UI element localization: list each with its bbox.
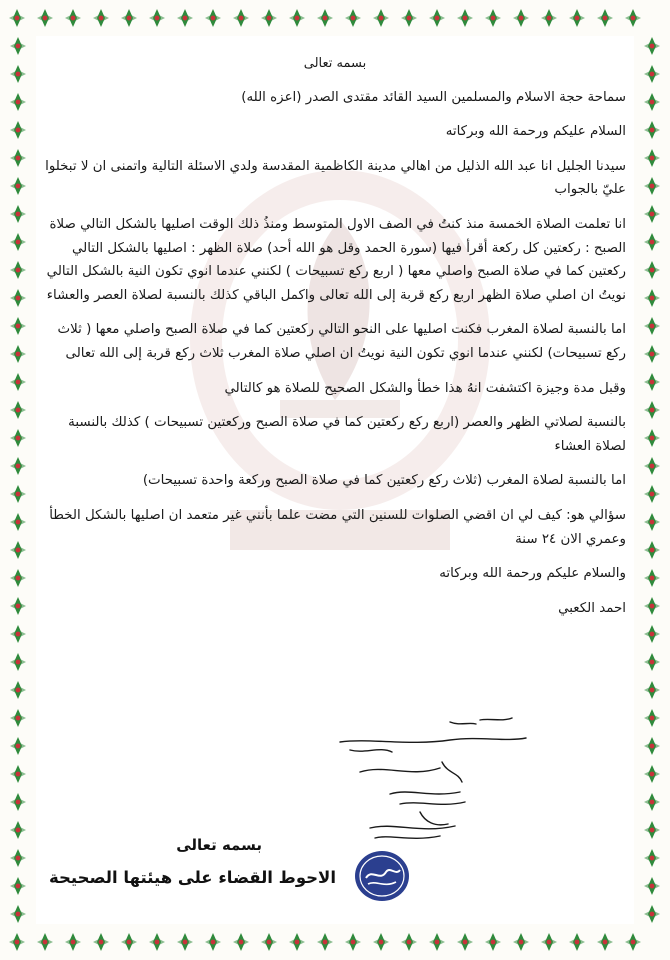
border-ornament-icon — [641, 231, 663, 253]
border-ornament-icon — [7, 119, 29, 141]
border-ornament-icon — [594, 931, 616, 953]
border-ornament-icon — [7, 763, 29, 785]
border-ornament-icon — [314, 931, 336, 953]
letter-closing: والسلام عليكم ورحمة الله وبركاته — [439, 566, 626, 582]
letter-basmala: بسمه تعالى — [303, 56, 367, 71]
border-ornament-icon — [641, 175, 663, 197]
border-ornament-icon — [230, 931, 252, 953]
border-ornament-icon — [426, 7, 448, 29]
border-ornament-icon — [370, 7, 392, 29]
border-ornament-icon — [454, 7, 476, 29]
border-ornament-icon — [482, 7, 504, 29]
border-ornament-icon — [7, 371, 29, 393]
border-ornament-icon — [641, 567, 663, 589]
border-ornament-icon — [641, 511, 663, 533]
border-ornament-icon — [146, 7, 168, 29]
border-ornament-icon — [641, 791, 663, 813]
border-ornament-icon — [426, 931, 448, 953]
border-ornament-icon — [454, 931, 476, 953]
border-ornament-icon — [258, 7, 280, 29]
border-ornament-icon — [641, 623, 663, 645]
border-ornament-icon — [286, 931, 308, 953]
border-ornament-icon — [510, 931, 532, 953]
letter-paragraph-6: سؤالي هو: كيف لي ان اقضي الصلوات للسنين التي مضت علما بأنني غير متعمد ان اصليها بالشكل الخطأ وعمري الان ٢٤ سنة — [49, 507, 626, 547]
border-ornament-icon — [7, 819, 29, 841]
border-ornament-icon — [641, 147, 663, 169]
border-ornament-icon — [622, 7, 644, 29]
border-ornament-icon — [7, 903, 29, 925]
stamp-basmala: بسمه تعالى — [176, 836, 262, 854]
ornament-border-right — [634, 0, 670, 960]
border-ornament-icon — [510, 7, 532, 29]
border-ornament-icon — [594, 7, 616, 29]
border-ornament-icon — [641, 259, 663, 281]
border-ornament-icon — [566, 931, 588, 953]
border-ornament-icon — [7, 203, 29, 225]
letter-addressee: سماحة حجة الاسلام والمسلمين السيد القائد مقتدى الصدر (اعزه الله) — [241, 89, 626, 105]
border-ornament-icon — [641, 35, 663, 57]
border-ornament-icon — [90, 931, 112, 953]
border-ornament-icon — [538, 7, 560, 29]
border-ornament-icon — [641, 287, 663, 309]
border-ornament-icon — [641, 539, 663, 561]
sender-name: احمد الكعبي — [558, 600, 626, 616]
border-ornament-icon — [7, 483, 29, 505]
letter-paragraph-4: بالنسبة لصلاتي الظهر والعصر (اربع ركع ركعتين كما في صلاة الصبح وركعتين تسبيحات ) كذلك بالنسبة لصلاة العشاء — [68, 415, 626, 454]
border-ornament-icon — [286, 7, 308, 29]
border-ornament-icon — [7, 287, 29, 309]
border-ornament-icon — [7, 91, 29, 113]
border-ornament-icon — [641, 595, 663, 617]
border-ornament-icon — [641, 427, 663, 449]
border-ornament-icon — [641, 343, 663, 365]
border-ornament-icon — [6, 7, 28, 29]
border-ornament-icon — [202, 7, 224, 29]
ornament-border-left — [0, 0, 36, 960]
border-ornament-icon — [7, 427, 29, 449]
border-ornament-icon — [641, 399, 663, 421]
border-ornament-icon — [118, 931, 140, 953]
border-ornament-icon — [641, 903, 663, 925]
border-ornament-icon — [7, 847, 29, 869]
border-ornament-icon — [7, 399, 29, 421]
border-ornament-icon — [641, 735, 663, 757]
border-ornament-icon — [202, 931, 224, 953]
border-ornament-icon — [641, 315, 663, 337]
letter-body — [44, 52, 626, 631]
letter-paragraph-2: اما بالنسبة لصلاة المغرب فكنت اصليها على النحو التالي ركعتين كما في صلاة الصبح واصلي معها ( ثلاث ركع تسبيحات) لكنني عندما انوي تكون النية نويتُ ان اصلي صلاة المغرب ثلاث ركع قربة إلى الله تعالى — [57, 322, 626, 361]
border-ornament-icon — [342, 7, 364, 29]
stamp-ruling: الاحوط القضاء على هيئتها الصحيحة — [49, 868, 336, 887]
official-seal — [354, 848, 410, 904]
border-ornament-icon — [7, 343, 29, 365]
border-ornament-icon — [6, 931, 28, 953]
border-ornament-icon — [7, 455, 29, 477]
border-ornament-icon — [641, 483, 663, 505]
border-ornament-icon — [641, 819, 663, 841]
letter-paragraph-3: وقبل مدة وجيزة اكتشفت انهُ هذا خطأ والشكل الصحيح للصلاة هو كالتالي — [224, 380, 626, 396]
border-ornament-icon — [62, 931, 84, 953]
border-ornament-icon — [641, 875, 663, 897]
border-ornament-icon — [398, 7, 420, 29]
border-ornament-icon — [90, 7, 112, 29]
border-ornament-icon — [641, 119, 663, 141]
border-ornament-icon — [7, 539, 29, 561]
border-ornament-icon — [314, 7, 336, 29]
border-ornament-icon — [342, 931, 364, 953]
border-ornament-icon — [641, 847, 663, 869]
border-ornament-icon — [174, 931, 196, 953]
border-ornament-icon — [7, 175, 29, 197]
handwritten-signature — [330, 712, 530, 852]
border-ornament-icon — [7, 231, 29, 253]
border-ornament-icon — [7, 259, 29, 281]
border-ornament-icon — [7, 875, 29, 897]
border-ornament-icon — [62, 7, 84, 29]
border-ornament-icon — [7, 35, 29, 57]
border-ornament-icon — [7, 791, 29, 813]
border-ornament-icon — [641, 63, 663, 85]
border-ornament-icon — [7, 147, 29, 169]
border-ornament-icon — [641, 371, 663, 393]
stamp-block — [49, 836, 336, 887]
border-ornament-icon — [641, 651, 663, 673]
border-ornament-icon — [174, 7, 196, 29]
border-ornament-icon — [370, 931, 392, 953]
border-ornament-icon — [641, 707, 663, 729]
border-ornament-icon — [7, 567, 29, 589]
border-ornament-icon — [7, 63, 29, 85]
border-ornament-icon — [7, 315, 29, 337]
border-ornament-icon — [538, 931, 560, 953]
border-ornament-icon — [641, 203, 663, 225]
border-ornament-icon — [641, 679, 663, 701]
border-ornament-icon — [7, 679, 29, 701]
border-ornament-icon — [7, 735, 29, 757]
border-ornament-icon — [7, 707, 29, 729]
letter-intro: سيدنا الجليل انا عبد الله الذليل من اهالي مدينة الكاظمية المقدسة ولدي الاسئلة التالية واتمنى ان لا تبخلوا عليّ بالجواب — [45, 158, 626, 198]
letter-paragraph-5: اما بالنسبة لصلاة المغرب (ثلاث ركع ركعتين كما في صلاة الصبح وركعة واحدة تسبيحات) — [142, 473, 626, 489]
letter-paragraph-1: انا تعلمت الصلاة الخمسة منذ كنتُ في الصف الاول المتوسط ومنذُ ذلك الوقت اصليها بالشكل التالي صلاة الصبح : ركعتين كل ركعة أقرأ فيها (سورة الحمد وقل هو الله أحد) صلاة الظهر : اصليها بالشكل التالي ركعتين كما في صلاة الصبح واصلي معها ( اربع ركع تسبيحات ) لكنني عندما انوي تكون النية بالشكل التالي نويتُ ان اصلي صلاة الظهر اربع ركع قربة إلى الله تعالى واكمل الباقي كذلك بالنسبة لصلاة العصر والعشاء — [46, 216, 626, 303]
border-ornament-icon — [641, 455, 663, 477]
border-ornament-icon — [482, 931, 504, 953]
border-ornament-icon — [258, 931, 280, 953]
letter-greeting: السلام عليكم ورحمة الله وبركاته — [445, 124, 626, 140]
border-ornament-icon — [622, 931, 644, 953]
border-ornament-icon — [34, 7, 56, 29]
border-ornament-icon — [146, 931, 168, 953]
border-ornament-icon — [641, 91, 663, 113]
border-ornament-icon — [7, 595, 29, 617]
border-ornament-icon — [7, 623, 29, 645]
border-ornament-icon — [230, 7, 252, 29]
border-ornament-icon — [7, 651, 29, 673]
border-ornament-icon — [566, 7, 588, 29]
border-ornament-icon — [641, 763, 663, 785]
border-ornament-icon — [398, 931, 420, 953]
border-ornament-icon — [7, 511, 29, 533]
border-ornament-icon — [34, 931, 56, 953]
border-ornament-icon — [118, 7, 140, 29]
